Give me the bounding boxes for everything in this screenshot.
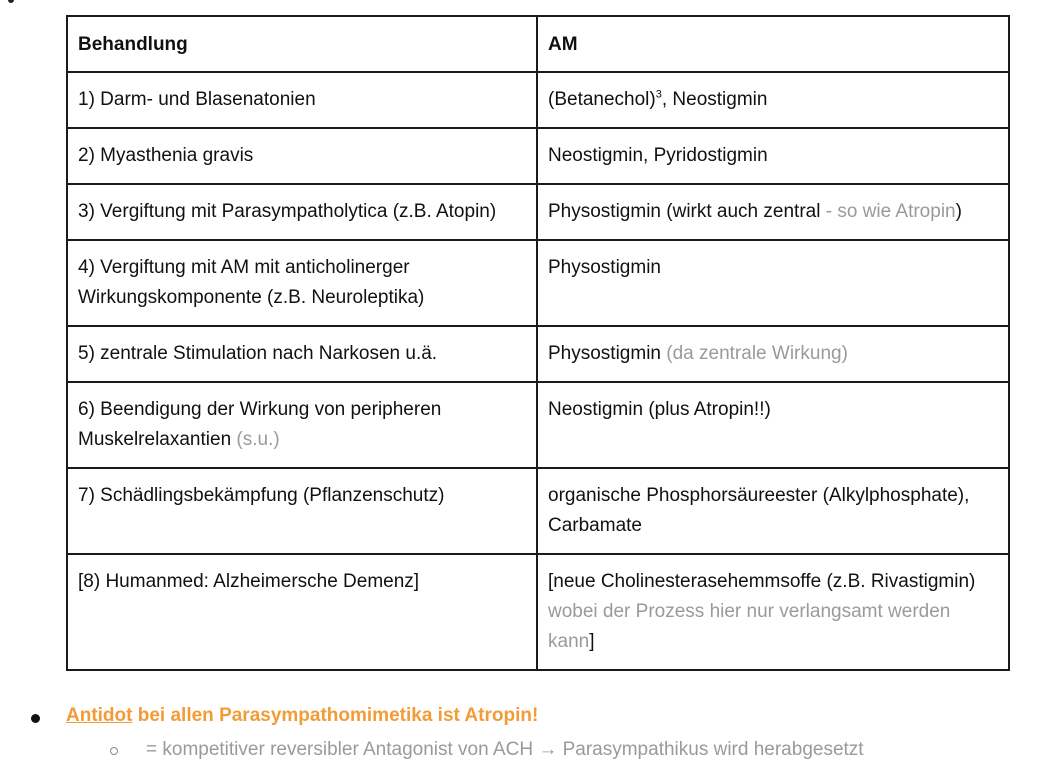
drug-text-end: ] xyxy=(589,631,595,652)
cell-drug: Neostigmin (plus Atropin!!) xyxy=(537,382,1009,468)
cell-drug: organische Phosphorsäureester (Alkylphosphate), Carbamate xyxy=(537,468,1009,554)
cell-drug xyxy=(537,326,1009,382)
table-row xyxy=(67,326,1009,382)
treatment-note: (s.u.) xyxy=(231,429,280,450)
cell-treatment: 7) Schädlingsbekämpfung (Pflanzenschutz) xyxy=(67,468,537,554)
antidot-link[interactable]: Antidot xyxy=(66,705,133,726)
table-row xyxy=(67,128,1009,184)
cell-drug xyxy=(537,184,1009,240)
treatment-table xyxy=(66,15,1010,671)
cell-treatment: 3) Vergiftung mit Parasympatholytica (z.B. Atopin) xyxy=(67,184,537,240)
drug-note: wobei der Prozess hier nur verlangsamt werden kann xyxy=(548,601,951,652)
antidot-text: bei allen Parasympathomimetika ist Atropin! xyxy=(132,705,539,726)
drug-text: Physostigmin (wirkt auch zentral xyxy=(548,201,821,222)
table-row xyxy=(67,184,1009,240)
cell-drug: Physostigmin xyxy=(537,240,1009,326)
drug-note: (da zentrale Wirkung) xyxy=(661,343,848,364)
sub-bullet-circle xyxy=(110,747,118,755)
cell-treatment: 2) Myasthenia gravis xyxy=(67,128,537,184)
header-am: AM xyxy=(537,16,1009,72)
table-header-row xyxy=(67,16,1009,72)
cell-drug xyxy=(537,72,1009,128)
cell-drug xyxy=(537,554,1009,670)
drug-text-rest: , Neostigmin xyxy=(661,89,768,110)
drug-text: [neue Cholinesterasehemmsoffe (z.B. Rivastigmin) xyxy=(548,571,976,592)
cell-drug: Neostigmin, Pyridostigmin xyxy=(537,128,1009,184)
cell-treatment: [8) Humanmed: Alzheimersche Demenz] xyxy=(67,554,537,670)
sub-bullet xyxy=(0,738,1040,768)
antidot-line xyxy=(66,705,538,727)
table-row xyxy=(67,554,1009,670)
cell-treatment: 4) Vergiftung mit AM mit anticholinerger Wirkungskomponente (z.B. Neuroleptika) xyxy=(67,240,537,326)
drug-note: - so wie Atropin xyxy=(820,201,956,222)
bullet-dot xyxy=(31,714,40,723)
drug-text: (Betanechol) xyxy=(548,89,656,110)
bullet-antidot xyxy=(0,704,1040,734)
table-row xyxy=(67,72,1009,128)
footnote-marker: 3 xyxy=(655,88,662,101)
drug-text: Physostigmin xyxy=(548,343,661,364)
cell-treatment: 5) zentrale Stimulation nach Narkosen u.ä. xyxy=(67,326,537,382)
table-row xyxy=(67,468,1009,554)
header-behandlung: Behandlung xyxy=(67,16,537,72)
bullet-dot-top xyxy=(8,0,14,3)
cell-treatment xyxy=(67,382,537,468)
table-row xyxy=(67,240,1009,326)
table-row xyxy=(67,382,1009,468)
sub-bullet-text: = kompetitiver reversibler Antagonist von ACH → Parasympathikus wird herabgesetzt xyxy=(146,739,864,760)
treatment-text: 6) Beendigung der Wirkung von peripheren Muskelrelaxantien xyxy=(78,399,442,450)
drug-text-end: ) xyxy=(955,201,962,222)
cell-treatment: 1) Darm- und Blasenatonien xyxy=(67,72,537,128)
